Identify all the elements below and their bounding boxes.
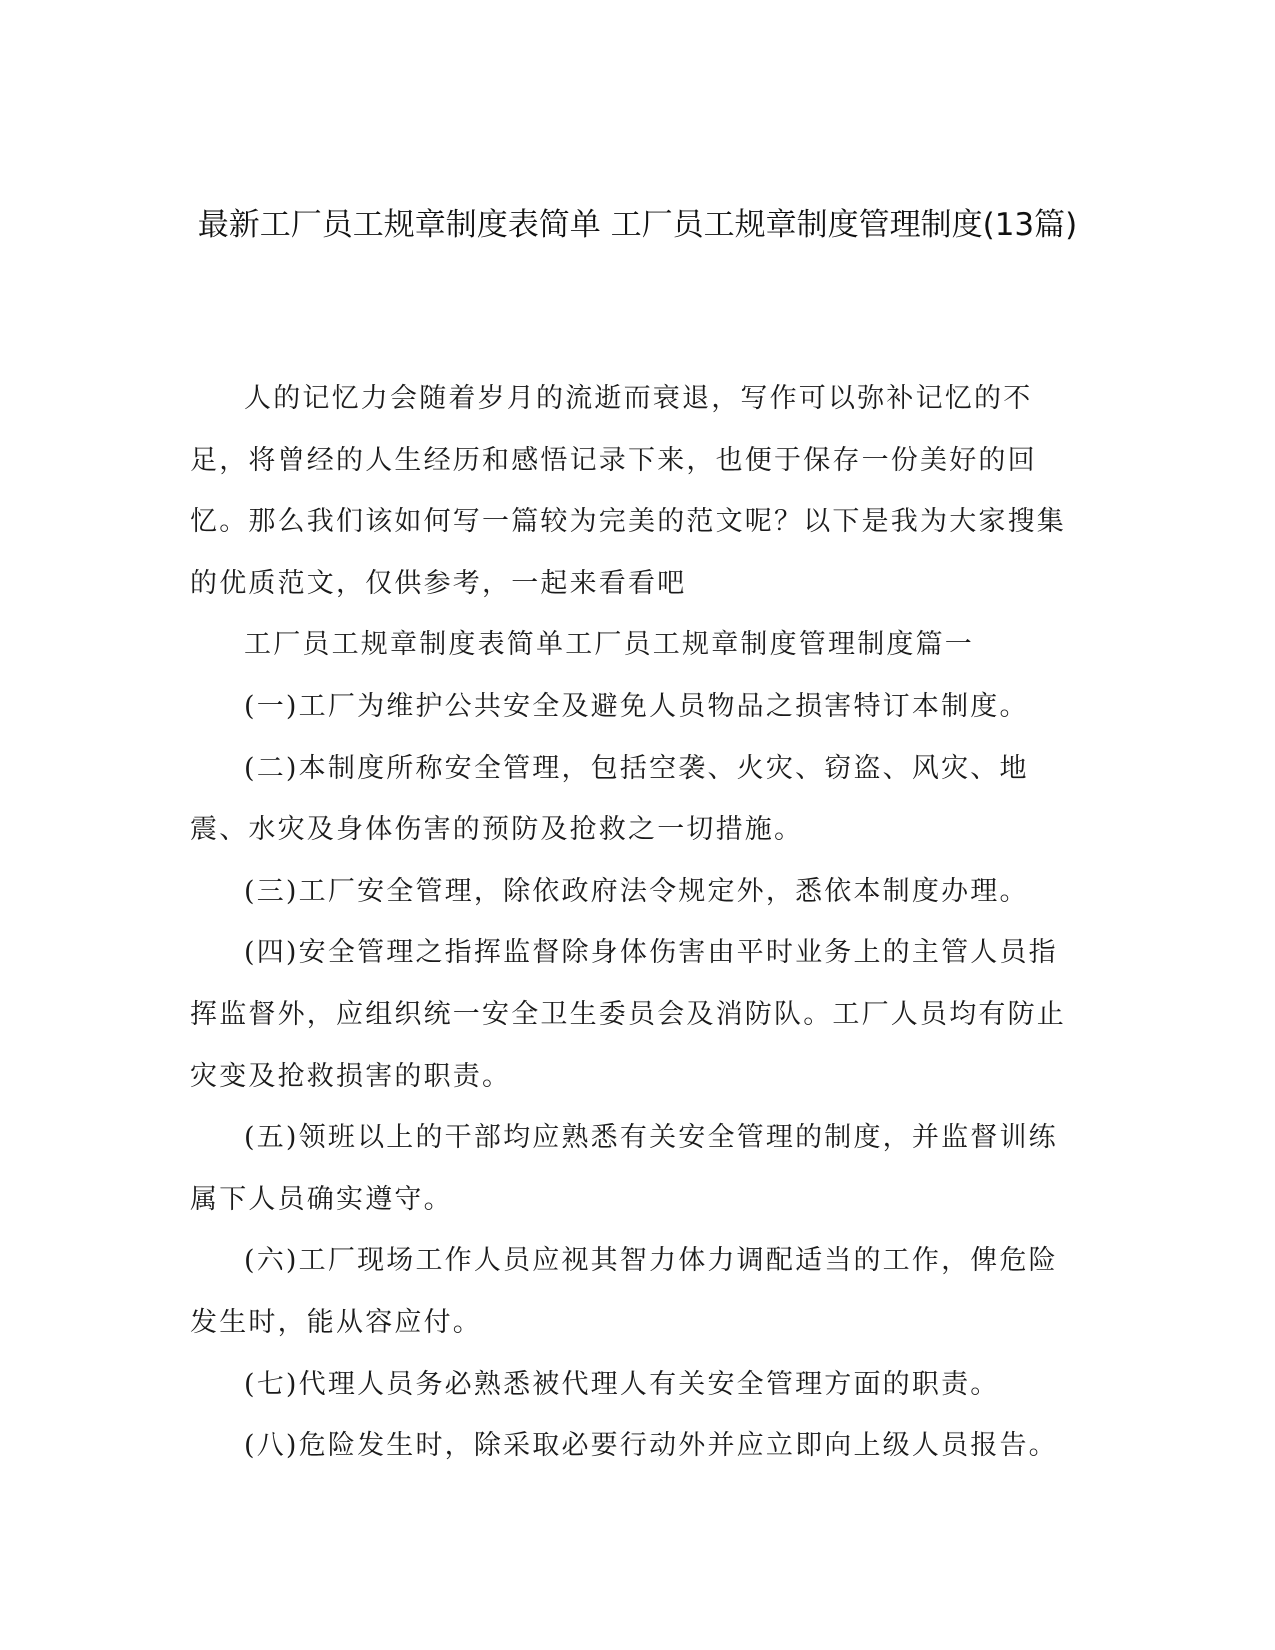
clause-2: (二)本制度所称安全管理，包括空袭、火灾、窃盗、风灾、地震、水灾及身体伤害的预防及抢救之一切措施。: [190, 752, 1029, 846]
document-body: [190, 368, 1080, 1477]
clause-3: (三)工厂安全管理，除依政府法令规定外，悉依本制度办理。: [244, 875, 1029, 907]
document-title: 最新工厂员工规章制度表简单 工厂员工规章制度管理制度(13篇): [197, 207, 1078, 243]
clause-4: (四)安全管理之指挥监督除身体伤害由平时业务上的主管人员指挥监督外，应组织统一安全卫生委员会及消防队。工厂人员均有防止灾变及抢救损害的职责。: [190, 937, 1066, 1092]
clause-8: (八)危险发生时，除采取必要行动外并应立即向上级人员报告。: [244, 1430, 1058, 1462]
intro-paragraph: 人的记忆力会随着岁月的流逝而衰退，写作可以弥补记忆的不足，将曾经的人生经历和感悟记录下来，也便于保存一份美好的回忆。那么我们该如何写一篇较为完美的范文呢？以下是我为大家搜集的优质范文，仅供参考，一起来看看吧: [190, 383, 1066, 599]
clause-1: (一)工厂为维护公共安全及避免人员物品之损害特订本制度。: [244, 690, 1029, 722]
section-heading: 工厂员工规章制度表简单工厂员工规章制度管理制度篇一: [244, 629, 974, 661]
clause-6: (六)工厂现场工作人员应视其智力体力调配适当的工作，俾危险发生时，能从容应付。: [190, 1245, 1058, 1338]
clause-7: (七)代理人员务必熟悉被代理人有关安全管理方面的职责。: [244, 1368, 1000, 1400]
clause-5: (五)领班以上的干部均应熟悉有关安全管理的制度，并监督训练属下人员确实遵守。: [190, 1122, 1058, 1215]
